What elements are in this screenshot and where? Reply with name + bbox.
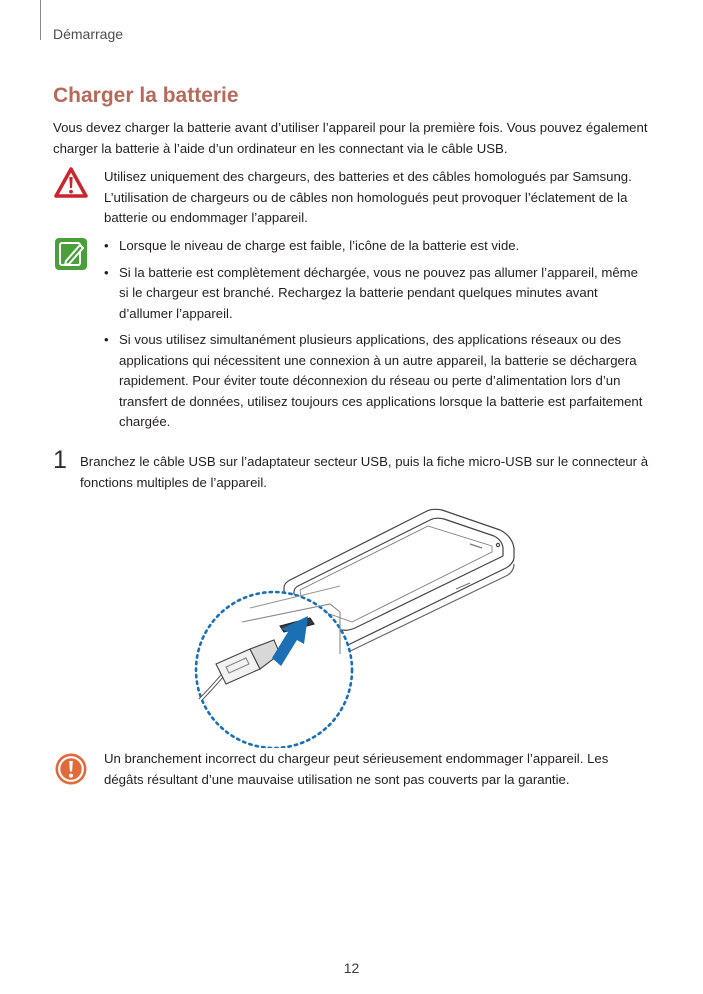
header-title: Démarrage (53, 26, 124, 42)
note-item (104, 330, 649, 433)
charging-illustration (180, 504, 540, 748)
page-number: 12 (343, 960, 360, 976)
step-text: Branchez le câble USB sur l’adaptateur secteur USB, puis la fiche micro-USB sur le connecteur à fonctions multiples de l’appareil. (80, 454, 649, 490)
warning-text: Utilisez uniquement des chargeurs, des batteries et des câbles homologués par Samsung. L’utilisation de chargeurs ou de câbles non homologués peut provoquer l’éclatement de la batterie ou endommager l’appareil. (104, 169, 632, 225)
section-title: Charger la batterie (53, 84, 239, 107)
note-item (104, 236, 649, 257)
note-item-text: Si vous utilisez simultanément plusieurs applications, des applications réseaux ou des applications qui nécessitent une connexion à un autre appareil, la batterie se déchargera rapidement. Pour éviter toute déconnexion du réseau ou perte d’alimentation lors d’un transfert de données, utilisez toujours ces applications lorsque la batterie est parfaitement chargée. (119, 332, 643, 429)
intro-paragraph: Vous devez charger la batterie avant d’utiliser l’appareil pour la première fois. Vous pouvez également charger la batterie à l’aide d’un ordinateur en les connectant via le câble USB. (53, 120, 648, 156)
note-item-text: Si la batterie est complètement déchargée, vous ne pouvez pas allumer l’appareil, même si le chargeur est branché. Rechargez la batterie pendant quelques minutes avant d’allumer l’appareil. (119, 264, 638, 321)
caution-exclamation-icon (54, 752, 88, 786)
bullet: • (104, 332, 109, 347)
note-item (104, 263, 649, 325)
step-number: 1 (53, 446, 67, 474)
note-list (104, 236, 649, 439)
note-pencil-icon (54, 237, 88, 271)
bullet: • (104, 238, 109, 253)
caution-text: Un branchement incorrect du chargeur peut sérieusement endommager l’appareil. Les dégâts résultant d’une mauvaise utilisation ne sont pas couverts par la garantie. (104, 751, 609, 787)
note-item-text: Lorsque le niveau de charge est faible, l’icône de la batterie est vide. (119, 238, 520, 253)
bullet: • (104, 264, 109, 280)
warning-triangle-icon (54, 167, 88, 199)
header-rule (40, 0, 41, 40)
